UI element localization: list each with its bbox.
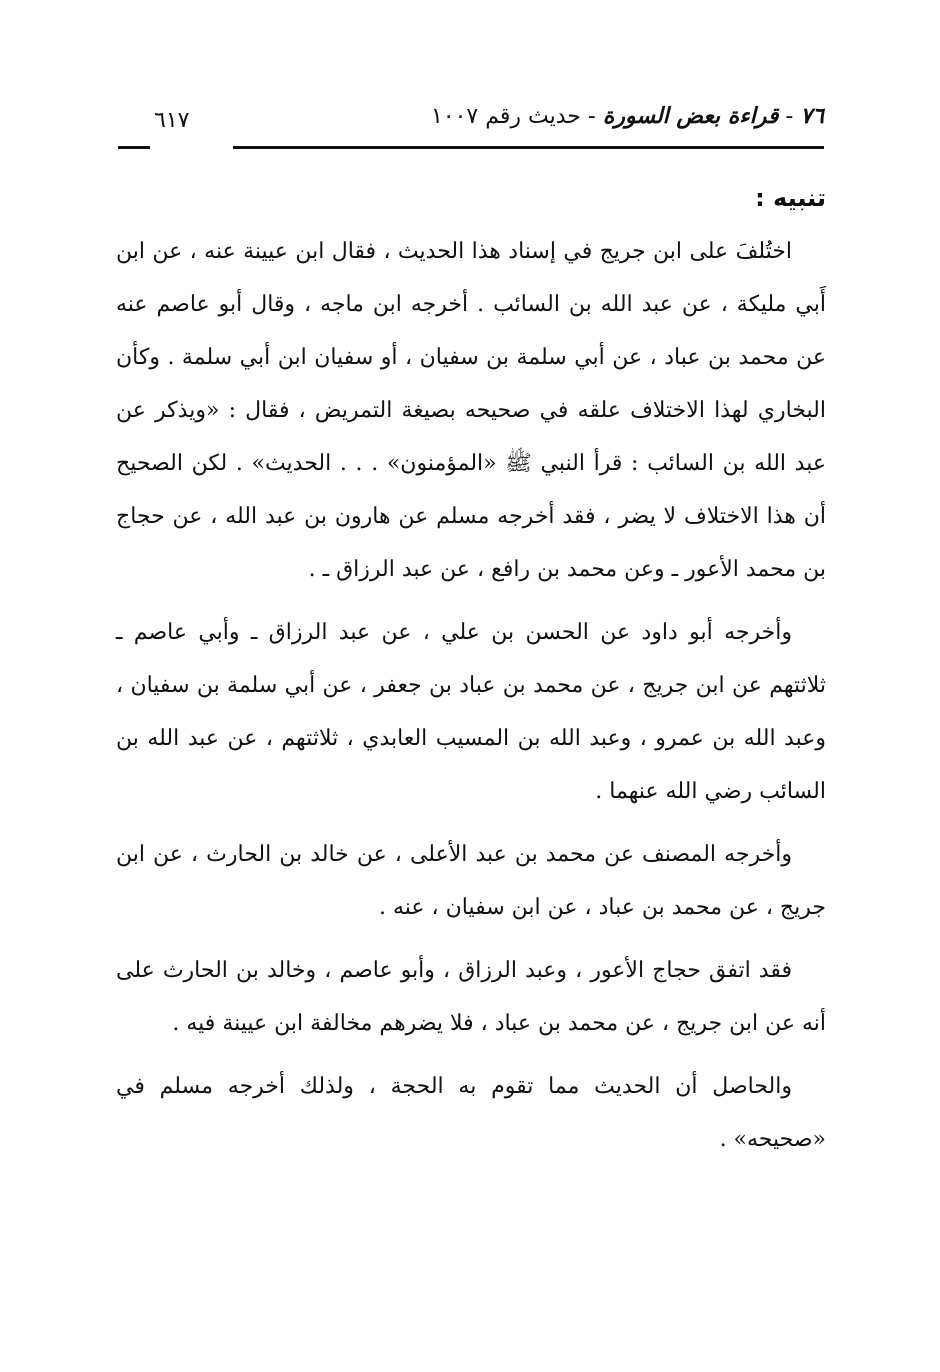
- running-header: [118, 96, 824, 152]
- paragraph: اختُلفَ على ابن جريج في إسناد هذا الحديث ، فقال ابن عيينة عنه ، عن ابن أَبي مليكة ، عن عبد الله بن السائب . أخرجه ابن ماجه ، وقال أبو عاصم عنه عن محمد بن عباد ، عن أبي سلمة بن سفيان ، أو سفيان ابن أبي سلمة . وكأن البخاري لهذا الاختلاف علقه في صحيحه بصيغة التمريض ، فقال : «ويذكر عن عبد الله بن السائب : قرأ النبي ﷺ «المؤمنون» . . . الحديث» . لكن الصحيح أن هذا الاختلاف لا يضر ، فقد أخرجه مسلم عن هارون بن عبد الله ، عن حجاج بن محمد الأعور ـ وعن محمد بن رافع ، عن عبد الرزاق ـ .: [116, 239, 826, 582]
- header-separator: -: [580, 104, 596, 129]
- header-rule: [233, 146, 824, 149]
- header-rule-short: [118, 146, 150, 149]
- section-heading: تنبيه :: [755, 184, 826, 212]
- chapter-number: ٧٦: [800, 104, 824, 129]
- paragraph: فقد اتفق حجاج الأعور ، وعبد الرزاق ، وأبو عاصم ، وخالد بن الحارث على أنه عن ابن جريج ، عن محمد بن عباد ، فلا يضرهم مخالفة ابن عيينة فيه .: [116, 958, 826, 1036]
- paragraph: والحاصل أن الحديث مما تقوم به الحجة ، ولذلك أخرجه مسلم في «صحيحه» .: [116, 1074, 826, 1152]
- hadith-reference: حديث رقم ١٠٠٧: [430, 104, 581, 129]
- header-title: [431, 104, 824, 129]
- page-number: ٦١٧: [154, 108, 190, 133]
- main-text: [116, 172, 826, 1176]
- paragraph: وأخرجه أبو داود عن الحسن بن علي ، عن عبد الرزاق ـ وأبي عاصم ـ ثلاثتهم عن ابن جريج ، عن محمد بن عباد بن جعفر ، عن أبي سلمة بن سفيان ، وعبد الله بن عمرو ، وعبد الله بن المسيب العابدي ، ثلاثتهم ، عن عبد الله بن السائب رضي الله عنهما .: [116, 620, 826, 804]
- paragraph: وأخرجه المصنف عن محمد بن عبد الأعلى ، عن خالد بن الحارث ، عن ابن جريج ، عن محمد بن عباد ، عن ابن سفيان ، عنه .: [116, 842, 826, 920]
- chapter-title: قراءة بعض السورة: [602, 104, 779, 129]
- header-separator: -: [778, 104, 794, 129]
